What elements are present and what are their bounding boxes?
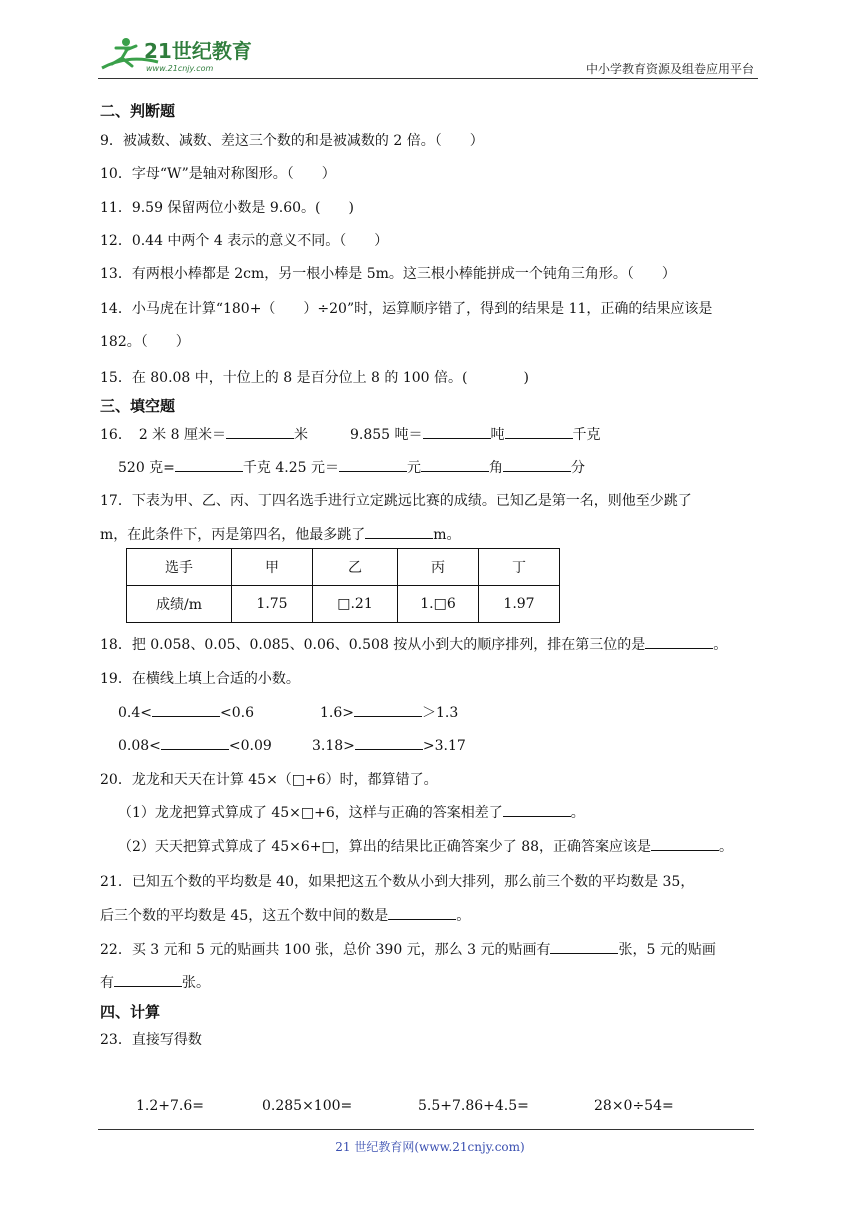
question-12: 12．0.44 中两个 4 表示的意义不同。（ ）	[100, 233, 389, 249]
answer-blank[interactable]	[355, 735, 423, 750]
answer-blank[interactable]	[423, 424, 491, 439]
table-cell: □.21	[313, 586, 398, 623]
svg-text:www.21cnjy.com: www.21cnjy.com	[146, 64, 214, 73]
table-header-cell: 选手	[127, 549, 232, 586]
table-row	[127, 586, 560, 623]
question-23: 23．直接写得数	[100, 1032, 202, 1048]
question-21-line1: 21．已知五个数的平均数是 40，如果把这五个数从小到大排列，那么前三个数的平均数是 35，	[100, 874, 695, 890]
table-header-cell: 甲	[232, 549, 313, 586]
table-cell: 1.97	[479, 586, 560, 623]
question-11: 11．9.59 保留两位小数是 9.60。( )	[100, 200, 354, 216]
table-header-cell: 乙	[313, 549, 398, 586]
question-20-part1: （1）龙龙把算式算成了 45×□+6，这样与正确的答案相差了 。	[118, 802, 585, 822]
answer-blank[interactable]	[339, 457, 407, 472]
answer-blank[interactable]	[388, 905, 456, 920]
calc-item: 5.5+7.86+4.5=	[418, 1098, 529, 1114]
answer-blank[interactable]	[505, 424, 573, 439]
calc-item: 28×0÷54=	[594, 1098, 674, 1114]
calc-item: 1.2+7.6=	[136, 1098, 204, 1114]
question-13: 13．有两根小棒都是 2cm，另一根小棒是 5m。这三根小棒能拼成一个钝角三角形。（ ）	[100, 266, 676, 282]
table-header-cell: 丙	[398, 549, 479, 586]
question-22-line1: 22．买 3 元和 5 元的贴画共 100 张，总价 390 元，那么 3 元的贴画有 张，5 元的贴画	[100, 939, 716, 959]
table-row	[127, 549, 560, 586]
answer-blank[interactable]	[365, 524, 433, 539]
header-divider	[98, 78, 758, 79]
answer-blank[interactable]	[421, 457, 489, 472]
calc-item: 0.285×100=	[262, 1098, 353, 1114]
answer-blank[interactable]	[645, 634, 713, 649]
answer-blank[interactable]	[114, 972, 182, 987]
answer-blank[interactable]	[354, 702, 422, 717]
answer-blank[interactable]	[651, 836, 719, 851]
answer-blank[interactable]	[226, 424, 294, 439]
question-16-line1: 16． 2 米 8 厘米＝ 米 9.855 吨＝ 吨 千克	[100, 424, 601, 444]
question-19-row2: 0.08< <0.09	[118, 735, 272, 754]
question-17-line2: m，在此条件下，丙是第四名，他最多跳了 m。	[100, 524, 461, 544]
question-19-row1: 0.4< <0.6	[118, 702, 254, 721]
answer-blank[interactable]	[175, 457, 243, 472]
question-15: 15．在 80.08 中，十位上的 8 是百分位上 8 的 100 倍。( )	[100, 370, 529, 386]
question-10: 10．字母“W”是轴对称图形。（ ）	[100, 166, 336, 182]
question-22-line2: 有 张。	[100, 972, 210, 992]
table-cell: 1.75	[232, 586, 313, 623]
question-20: 20．龙龙和天天在计算 45×（□+6）时，都算错了。	[100, 772, 438, 788]
answer-blank[interactable]	[152, 702, 220, 717]
question-9: 9．被减数、减数、差这三个数的和是被减数的 2 倍。（ ）	[100, 133, 484, 149]
table-cell: 成绩/m	[127, 586, 232, 623]
question-14-line2: 182。（ ）	[100, 334, 190, 350]
section-title-judgement: 二、判断题	[100, 102, 176, 120]
question-17-line1: 17．下表为甲、乙、丙、丁四名选手进行立定跳远比赛的成绩。已知乙是第一名，则他至少跳了	[100, 493, 692, 509]
question-19-row2b: 3.18> >3.17	[312, 735, 466, 754]
page-header	[98, 30, 758, 80]
answer-blank[interactable]	[503, 457, 571, 472]
footer-divider	[98, 1129, 754, 1130]
answer-blank[interactable]	[161, 735, 229, 750]
question-19-row1b: 1.6> ＞1.3	[320, 702, 458, 722]
question-19: 19．在横线上填上合适的小数。	[100, 671, 300, 687]
logo	[98, 34, 268, 76]
footer-text[interactable]: 21 世纪教育网(www.21cnjy.com)	[335, 1140, 525, 1154]
section-title-fill: 三、填空题	[100, 397, 176, 415]
question-21-line2: 后三个数的平均数是 45，这五个数中间的数是 。	[100, 905, 470, 925]
question-18: 18．把 0.058、0.05、0.085、0.06、0.508 按从小到大的顺序排列，排在第三位的是 。	[100, 634, 727, 654]
answer-blank[interactable]	[503, 802, 571, 817]
question-20-part2: （2）天天把算式算成了 45×6+□，算出的结果比正确答案少了 88，正确答案应该是 。	[118, 836, 733, 856]
score-table	[126, 548, 560, 623]
section-title-calc: 四、计算	[100, 1003, 161, 1021]
question-14-line1: 14．小马虎在计算“180+（ ）÷20”时，运算顺序错了，得到的结果是 11，正确的结果应该是	[100, 301, 713, 317]
answer-blank[interactable]	[550, 939, 618, 954]
platform-label: 中小学教育资源及组卷应用平台	[585, 62, 754, 76]
table-header-cell: 丁	[479, 549, 560, 586]
question-16-line2: 520 克= 千克 4.25 元＝ 元 角 分	[118, 457, 585, 477]
table-cell: 1.□6	[398, 586, 479, 623]
svg-text:21世纪教育: 21世纪教育	[144, 39, 252, 63]
